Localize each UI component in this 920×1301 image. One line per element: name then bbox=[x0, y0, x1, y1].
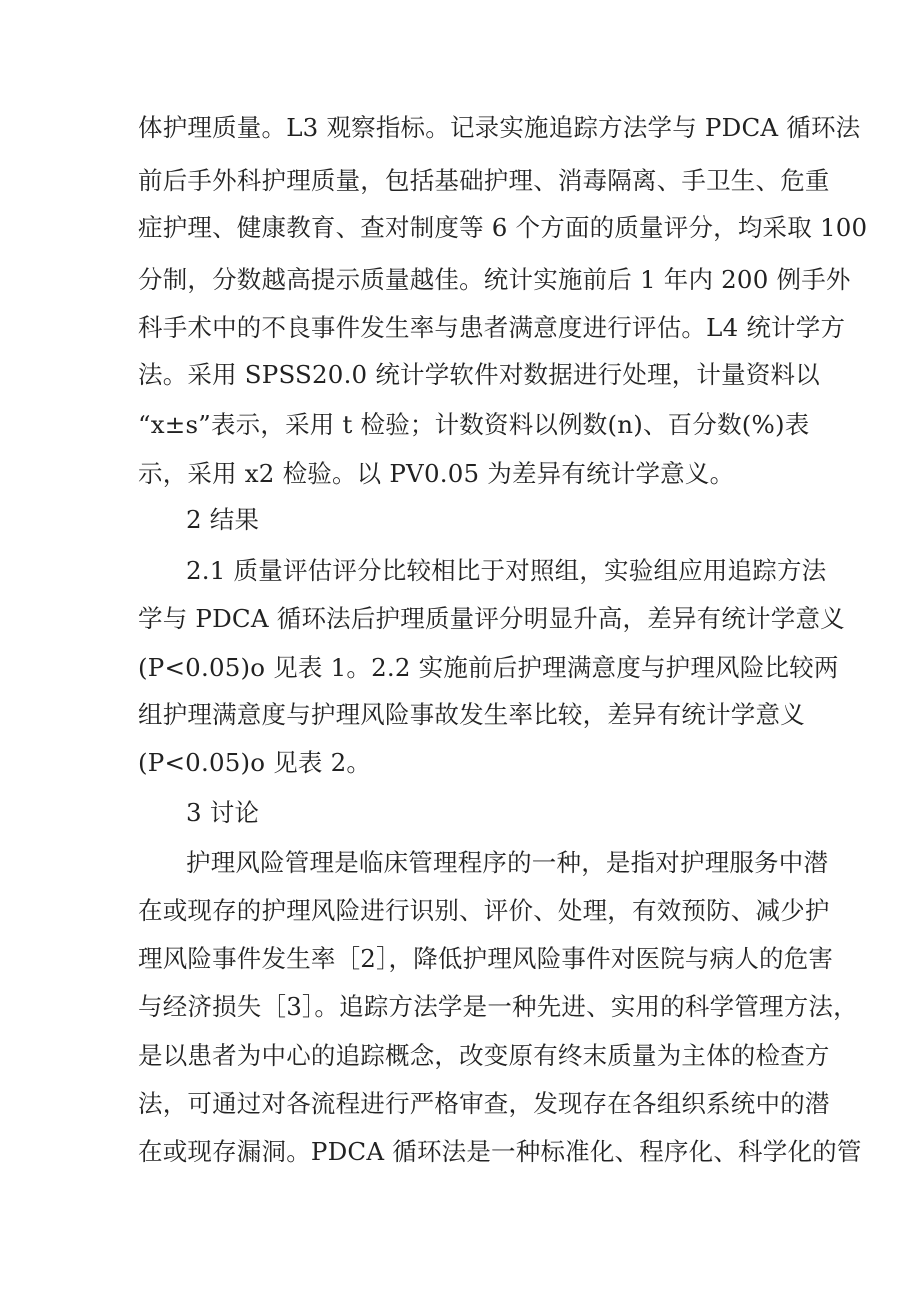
paragraph-2-line-5: (P<0.05)o 见表 2。 bbox=[138, 748, 372, 777]
paragraph-2-line-1: 2.1 质量评估评分比较相比于对照组，实验组应用追踪方法 bbox=[186, 556, 827, 585]
paragraph-3-line-7: 在或现存漏洞。PDCA 循环法是一种标准化、程序化、科学化的管 bbox=[138, 1137, 862, 1166]
paragraph-3-line-5: 是以患者为中心的追踪概念，改变原有终末质量为主体的检查方 bbox=[138, 1041, 830, 1070]
paragraph-3-line-1: 护理风险管理是临床管理程序的一种，是指对护理服务中潜 bbox=[186, 848, 829, 877]
paragraph-1-line-4: 分制，分数越高提示质量越佳。统计实施前后 1 年内 200 例手外 bbox=[138, 265, 851, 294]
paragraph-1-line-3: 症护理、健康教育、查对制度等 6 个方面的质量评分，均采取 100 bbox=[138, 213, 868, 242]
paragraph-1-line-5: 科手术中的不良事件发生率与患者满意度进行评估。L4 统计学方 bbox=[138, 313, 846, 342]
paragraph-3-line-2: 在或现存的护理风险进行识别、评价、处理，有效预防、减少护 bbox=[138, 896, 830, 925]
section-heading-discussion: 3 讨论 bbox=[186, 798, 260, 827]
section-heading-results: 2 结果 bbox=[186, 505, 260, 534]
paragraph-3-line-3: 理风险事件发生率［2］，降低护理风险事件对医院与病人的危害 bbox=[138, 944, 834, 973]
paragraph-2-line-2: 学与 PDCA 循环法后护理质量评分明显升高，差异有统计学意义 bbox=[138, 604, 845, 633]
paragraph-1-line-1: 体护理质量。L3 观察指标。记录实施追踪方法学与 PDCA 循环法 bbox=[138, 113, 861, 142]
paragraph-3-line-6: 法，可通过对各流程进行严格审查，发现存在各组织系统中的潜 bbox=[138, 1089, 830, 1118]
paragraph-1-line-7: “x±s”表示，采用 t 检验；计数资料以例数(n)、百分数(%)表 bbox=[138, 410, 810, 439]
paragraph-1-line-2: 前后手外科护理质量，包括基础护理、消毒隔离、手卫生、危重 bbox=[138, 166, 830, 195]
paragraph-2-line-4: 组护理满意度与护理风险事故发生率比较，差异有统计学意义 bbox=[138, 700, 805, 729]
paragraph-1-line-6: 法。采用 SPSS20.0 统计学软件对数据进行处理，计量资料以 bbox=[138, 360, 820, 389]
paragraph-3-line-4: 与经济损失［3］。追踪方法学是一种先进、实用的科学管理方法， bbox=[138, 992, 858, 1021]
paragraph-1-line-8: 示，采用 x2 检验。以 PV0.05 为差异有统计学意义。 bbox=[138, 459, 735, 488]
paragraph-2-line-3: (P<0.05)o 见表 1。2.2 实施前后护理满意度与护理风险比较两 bbox=[138, 653, 839, 682]
